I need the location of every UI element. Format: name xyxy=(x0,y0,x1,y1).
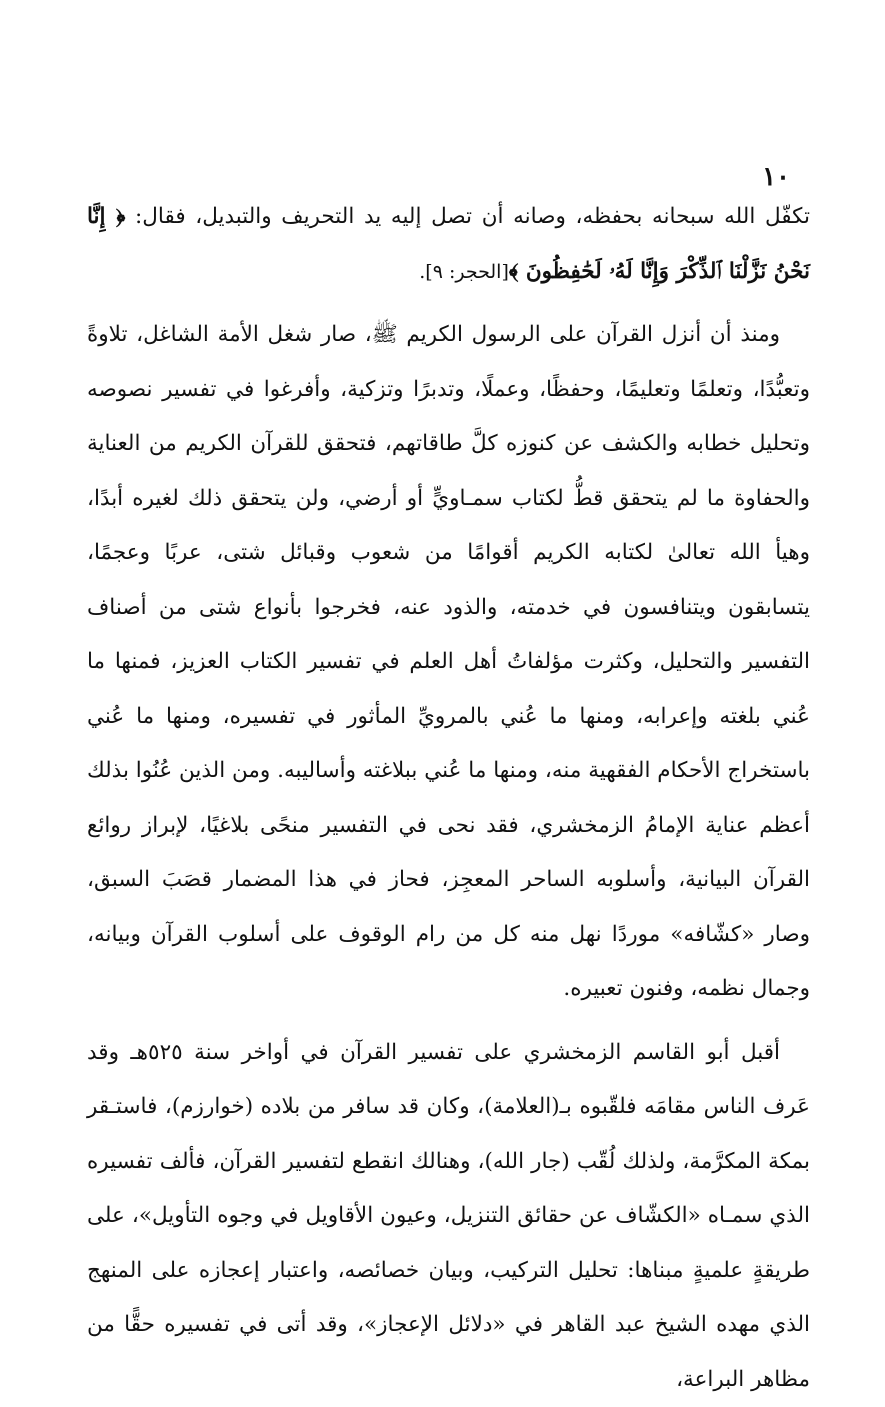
paragraph-zamakhshari: أقبل أبو القاسم الزمخشري على تفسير القرآن في أواخر سنة ٥٢٥هـ وقد عَرف الناس مقامَه فلقّبوه بـ(العلامة)، وكان قد سافر من بلاده (خوارزم)، فاستـقر بمكة المكرَّمة، ولذلك لُقّب (جار الله)، وهنالك انقطع لتفسير القرآن، فألف تفسيره الذي سمـاه «الكشّاف عن حقائق التنزيل، وعيون الأقاويل في وجوه التأويل»، على طريقةٍ علميةٍ مبناها: تحليل التركيب، وبيان خصائصه، واعتبار إعجازه على المنهج الذي مهده الشيخ عبد القاهر في «دلائل الإعجاز»، وقد أتى في تفسيره حقًّا من مظاهر البراعة، xyxy=(87,1026,810,1407)
verse-citation: [الحجر: ٩]. xyxy=(419,261,509,283)
quran-verse: ﴿ إِنَّا نَحْنُ نَزَّلْنَا ٱلذِّكْرَ وَإِنَّا لَهُۥ لَحَٰفِظُونَ ﴾ xyxy=(87,204,810,284)
paragraph-intro-text: تكفّل الله سبحانه بحفظه، وصانه أن تصل إليه يد التحريف والتبديل، فقال: xyxy=(125,204,810,229)
paragraph-intro xyxy=(87,190,810,299)
paragraph-quran-care: ومنذ أن أنزل القرآن على الرسول الكريم ﷺ، صار شغل الأمة الشاغل، تلاوةً وتعبُّدًا، وتعلمًا وتعليمًا، وحفظًا، وعملًا، وتدبرًا وتزكية، وأفرغوا في تفسير نصوصه وتحليل خطابه والكشف عن كنوزه كلَّ طاقاتهم، فتحقق للقرآن الكريم من العناية والحفاوة ما لم يتحقق قطُّ لكتاب سمـاويٍّ أو أرضي، ولن يتحقق ذلك لغيره أبدًا، وهيأ الله تعالىٰ لكتابه الكريم أقوامًا من شعوب وقبائل شتى، عربًا وعجمًا، يتسابقون ويتنافسون في خدمته، والذود عنه، فخرجوا بأنواع شتى من أصناف التفسير والتحليل، وكثرت مؤلفاتُ أهل العلم في تفسير الكتاب العزيز، فمنها ما عُني بلغته وإعرابه، ومنها ما عُني بالمرويِّ المأثور في تفسيره، ومنها ما عُني باستخراج الأحكام الفقهية منه، ومنها ما عُني ببلاغته وأساليبه. ومن الذين عُنُوا بذلك أعظم عناية الإمامُ الزمخشري، فقد نحى في التفسير منحًى بلاغيًا، لإبراز روائع القرآن البيانية، وأسلوبه الساحر المعجِز، فحاز في هذا المضمار قصَبَ السبق، وصار «كشّافه» موردًا نهل منه كل من رام الوقوف على أسلوب القرآن وبيانه، وجمال نظمه، وفنون تعبيره. xyxy=(87,308,810,1017)
page-number: ١٠ xyxy=(762,162,790,192)
page-body xyxy=(87,190,810,1407)
